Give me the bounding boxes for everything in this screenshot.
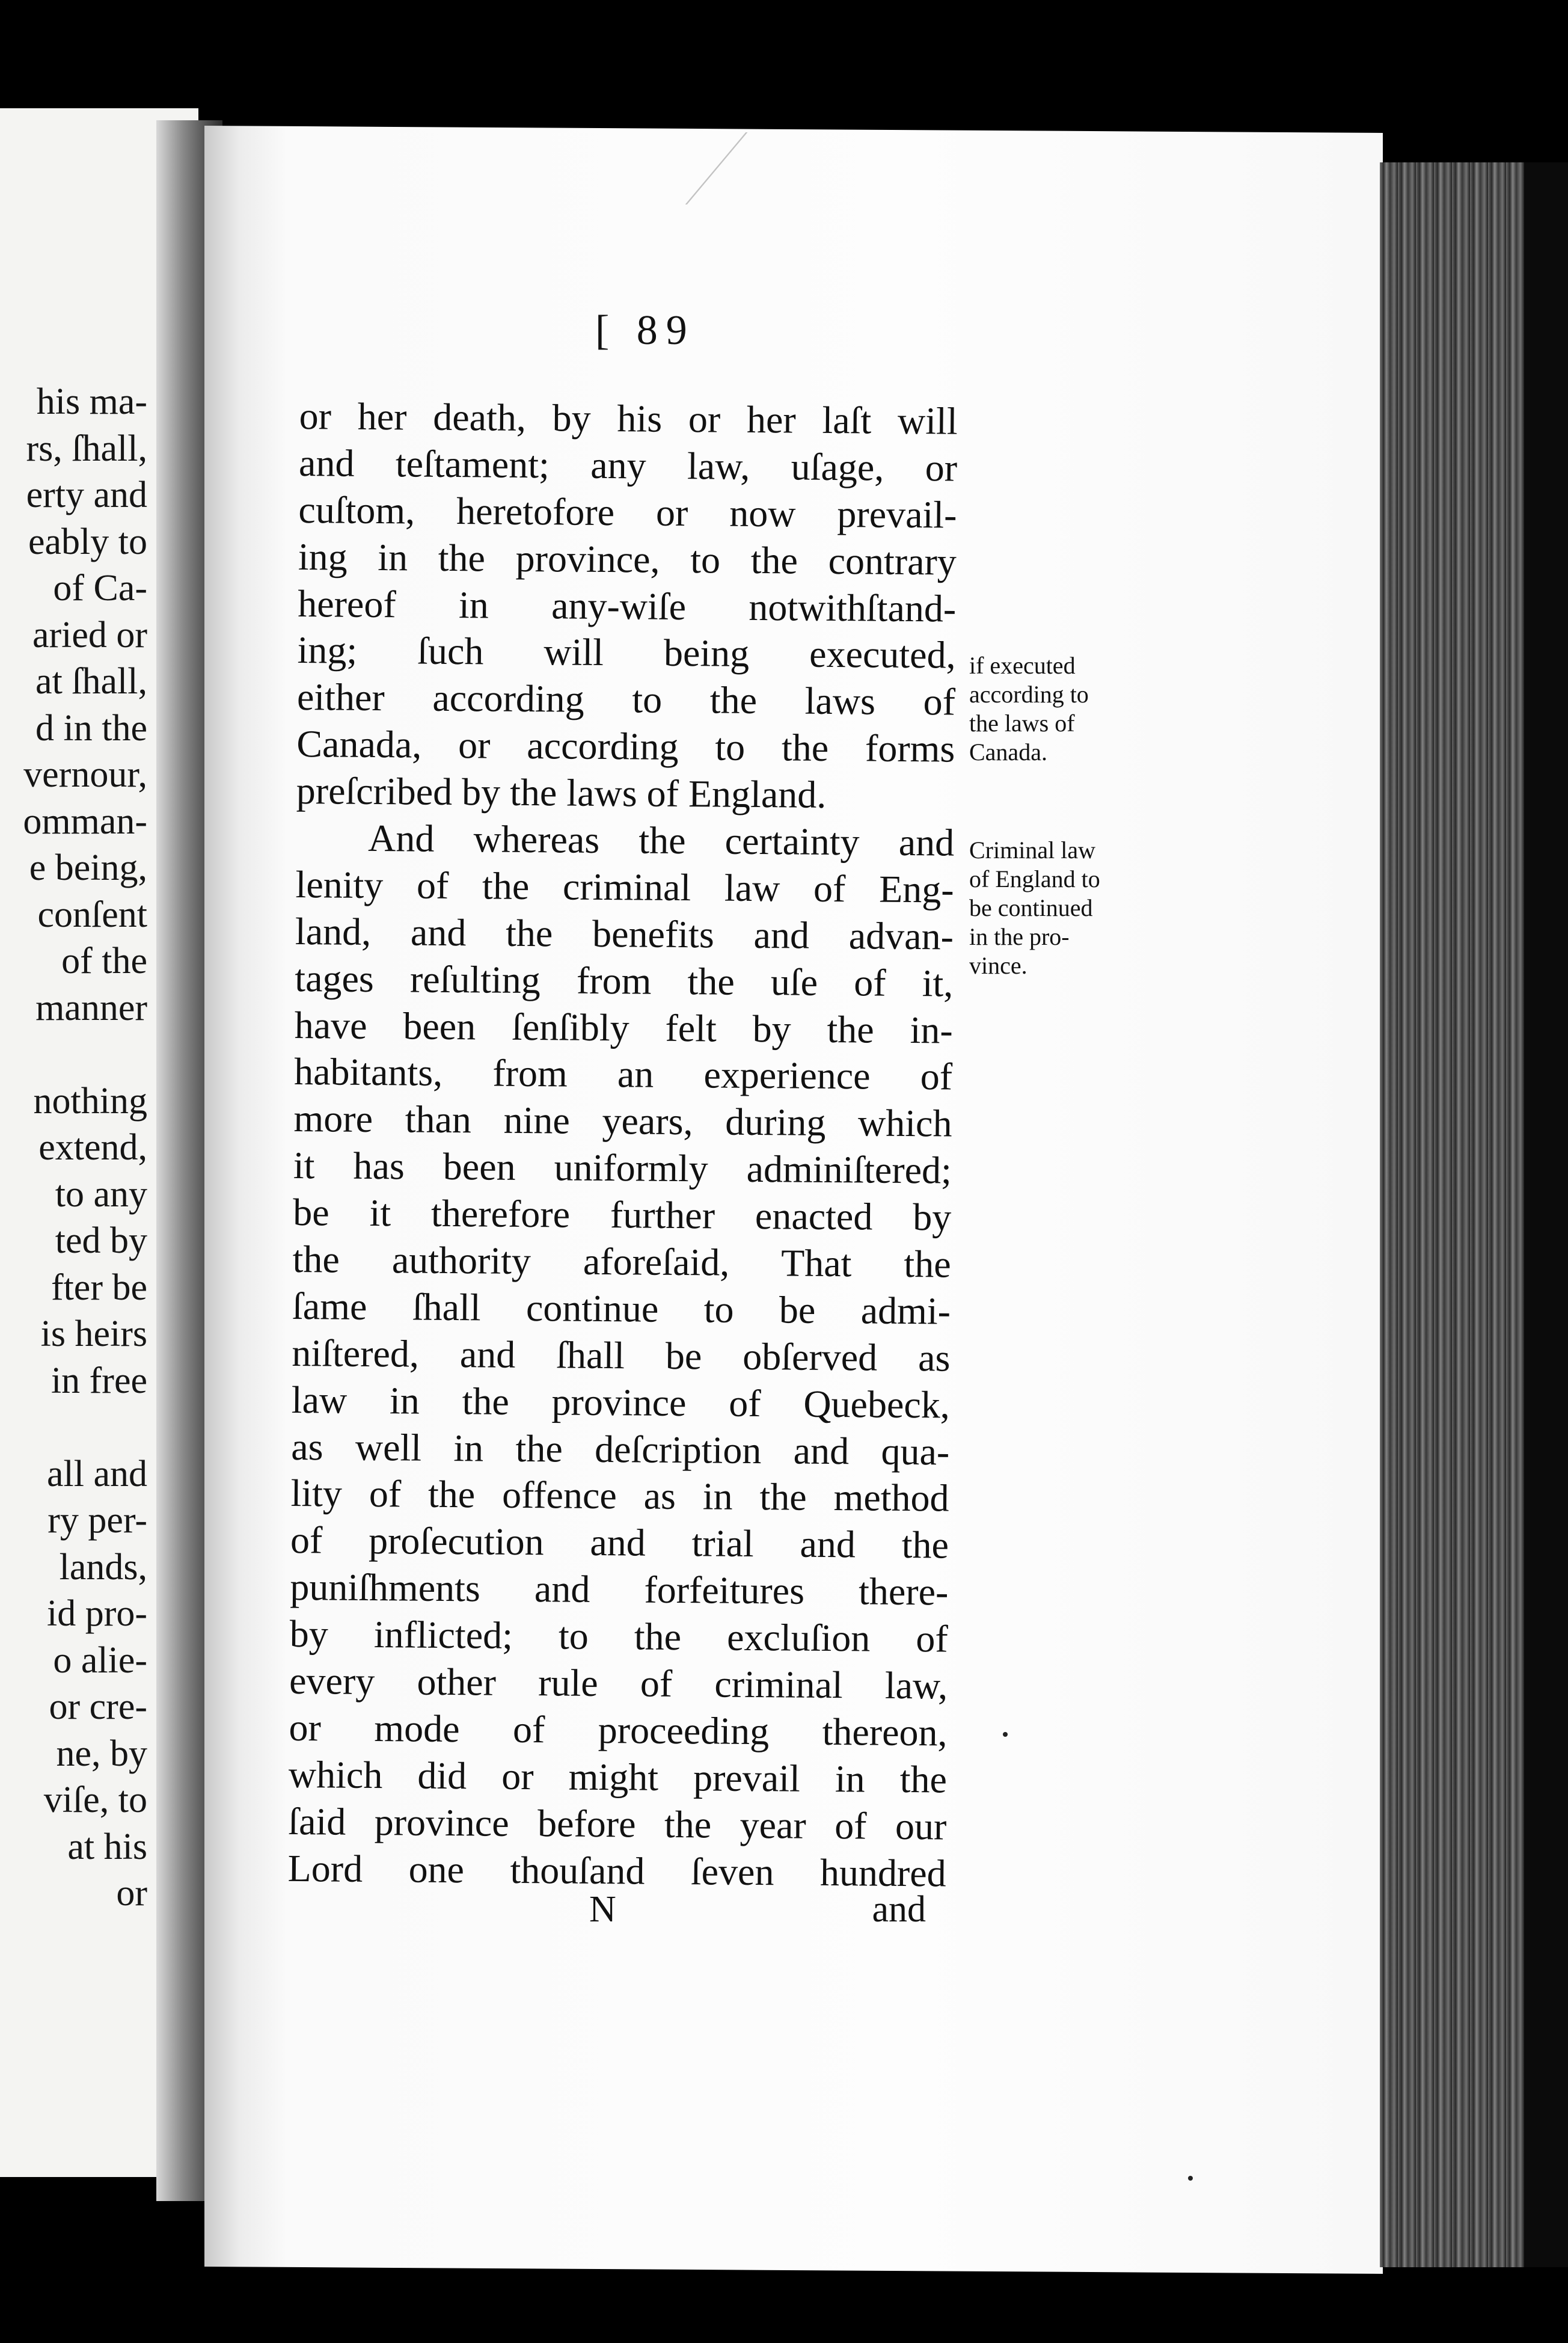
margin-note-line: of England to (969, 865, 1100, 892)
body-text (287, 393, 958, 1897)
left-paragraph-gap (0, 1404, 147, 1451)
page-edge-shadow (1524, 162, 1568, 2267)
body-line: cuſtom, heretofore or now prevail- (298, 488, 957, 536)
body-line: ing in the province, to the contrary (298, 535, 957, 583)
left-line: o alie- (53, 1639, 147, 1681)
body-line: every other rule of criminal law, (289, 1659, 948, 1707)
left-line: vernour, (23, 754, 147, 795)
left-line: of Ca- (53, 568, 147, 609)
body-line: land, and the benefits and advan- (295, 909, 954, 958)
left-line: to any (55, 1173, 147, 1215)
body-line: law in the province of Quebeck, (291, 1378, 951, 1426)
body-line: and teſtament; any law, uſage, or (298, 441, 958, 490)
body-line: either according to the laws of (296, 675, 956, 723)
body-line: more than nine years, during which (293, 1097, 952, 1145)
left-line: at his (67, 1826, 147, 1867)
left-line: id pro- (46, 1593, 147, 1634)
left-line: viſe, to (43, 1780, 147, 1820)
body-line: ſaid province before the year of our (288, 1799, 947, 1848)
body-line: it has been uniformly adminiſtered; (293, 1144, 952, 1192)
body-line: habitants, from an experience of (293, 1050, 953, 1099)
body-line: lenity of the criminal law of Eng- (295, 862, 954, 911)
left-line: lands, (59, 1546, 147, 1588)
margin-note-executed (969, 651, 1168, 767)
left-line: rs, ſhall, (26, 428, 147, 469)
left-line: manner (35, 987, 147, 1028)
body-line: Canada, or according to the forms (296, 722, 955, 770)
margin-note-line: be continued (969, 894, 1093, 921)
left-line: nothing (33, 1080, 147, 1122)
body-line: of proſecution and trial and the (290, 1518, 949, 1567)
catchword: and (872, 1889, 926, 1930)
body-line: lity of the offence as in the method (290, 1472, 949, 1520)
left-line: or (116, 1873, 147, 1914)
body-line: tages reſulting from the uſe of it, (295, 956, 954, 1005)
left-line: conſent (37, 894, 147, 935)
margin-note-criminal-law (969, 836, 1168, 980)
margin-note-line: according to (969, 681, 1089, 708)
left-line: extend, (38, 1127, 147, 1168)
left-line: aried or (32, 614, 147, 656)
margin-note-line: if executed (969, 652, 1076, 679)
left-line: erty and (26, 474, 147, 515)
body-line: puniſhments and forfeitures there- (290, 1565, 949, 1614)
paper-speck (1188, 2176, 1193, 2181)
left-line: fter be (51, 1267, 147, 1308)
body-line: ſame ſhall continue to be admi- (292, 1284, 951, 1333)
left-line: in free (51, 1360, 147, 1401)
margin-note-line: vince. (969, 952, 1027, 979)
left-line: at ſhall, (35, 661, 147, 702)
left-line: all and (47, 1453, 147, 1494)
left-line: ne, by (56, 1733, 147, 1774)
paper-speck (1003, 1732, 1008, 1737)
margin-note-line: in the pro- (969, 923, 1070, 950)
body-line: or her death, by his or her laſt will (299, 394, 958, 443)
left-line: omman- (23, 800, 147, 842)
body-line: niſtered, and ſhall be obſerved as (292, 1331, 951, 1380)
body-line: preſcribed by the laws of England. (296, 769, 827, 817)
left-paragraph-gap (0, 1031, 147, 1078)
body-line: hereof in any-wiſe notwithſtand- (297, 582, 957, 630)
body-line: which did or might prevail in the (288, 1752, 948, 1801)
signature-mark: N (589, 1889, 616, 1930)
body-line: by inflicted; to the excluſion of (289, 1612, 949, 1660)
left-line: his ma- (36, 381, 147, 422)
body-line: Lord one thouſand ſeven hundred (287, 1846, 946, 1895)
left-line: e being, (29, 847, 147, 888)
left-line: d in the (35, 707, 147, 749)
margin-note-line: the laws of (969, 710, 1075, 737)
left-line: of the (61, 941, 147, 981)
left-line: or cre- (49, 1686, 147, 1727)
page-block-edge (1380, 162, 1548, 2267)
left-line: ted by (55, 1220, 147, 1261)
page-number: [ 89 (595, 307, 696, 354)
body-line: or mode of proceeding thereon, (289, 1706, 948, 1754)
left-line: ry per- (47, 1500, 147, 1541)
body-line: as well in the deſcription and qua- (290, 1425, 950, 1473)
body-line: have been ſenſibly felt by the in- (294, 1003, 953, 1052)
margin-note-line: Canada. (969, 739, 1047, 766)
body-line: ing; ſuch will being executed, (297, 628, 956, 677)
body-line: the authority aforeſaid, That the (292, 1237, 951, 1286)
body-line: And whereas the certainty and (367, 816, 955, 864)
margin-note-line: Criminal law (969, 837, 1095, 864)
body-line: be it therefore further enacted by (293, 1191, 952, 1239)
left-page-text-fragment (0, 379, 147, 1917)
left-line: is heirs (40, 1313, 147, 1354)
left-line: eably to (28, 521, 147, 562)
